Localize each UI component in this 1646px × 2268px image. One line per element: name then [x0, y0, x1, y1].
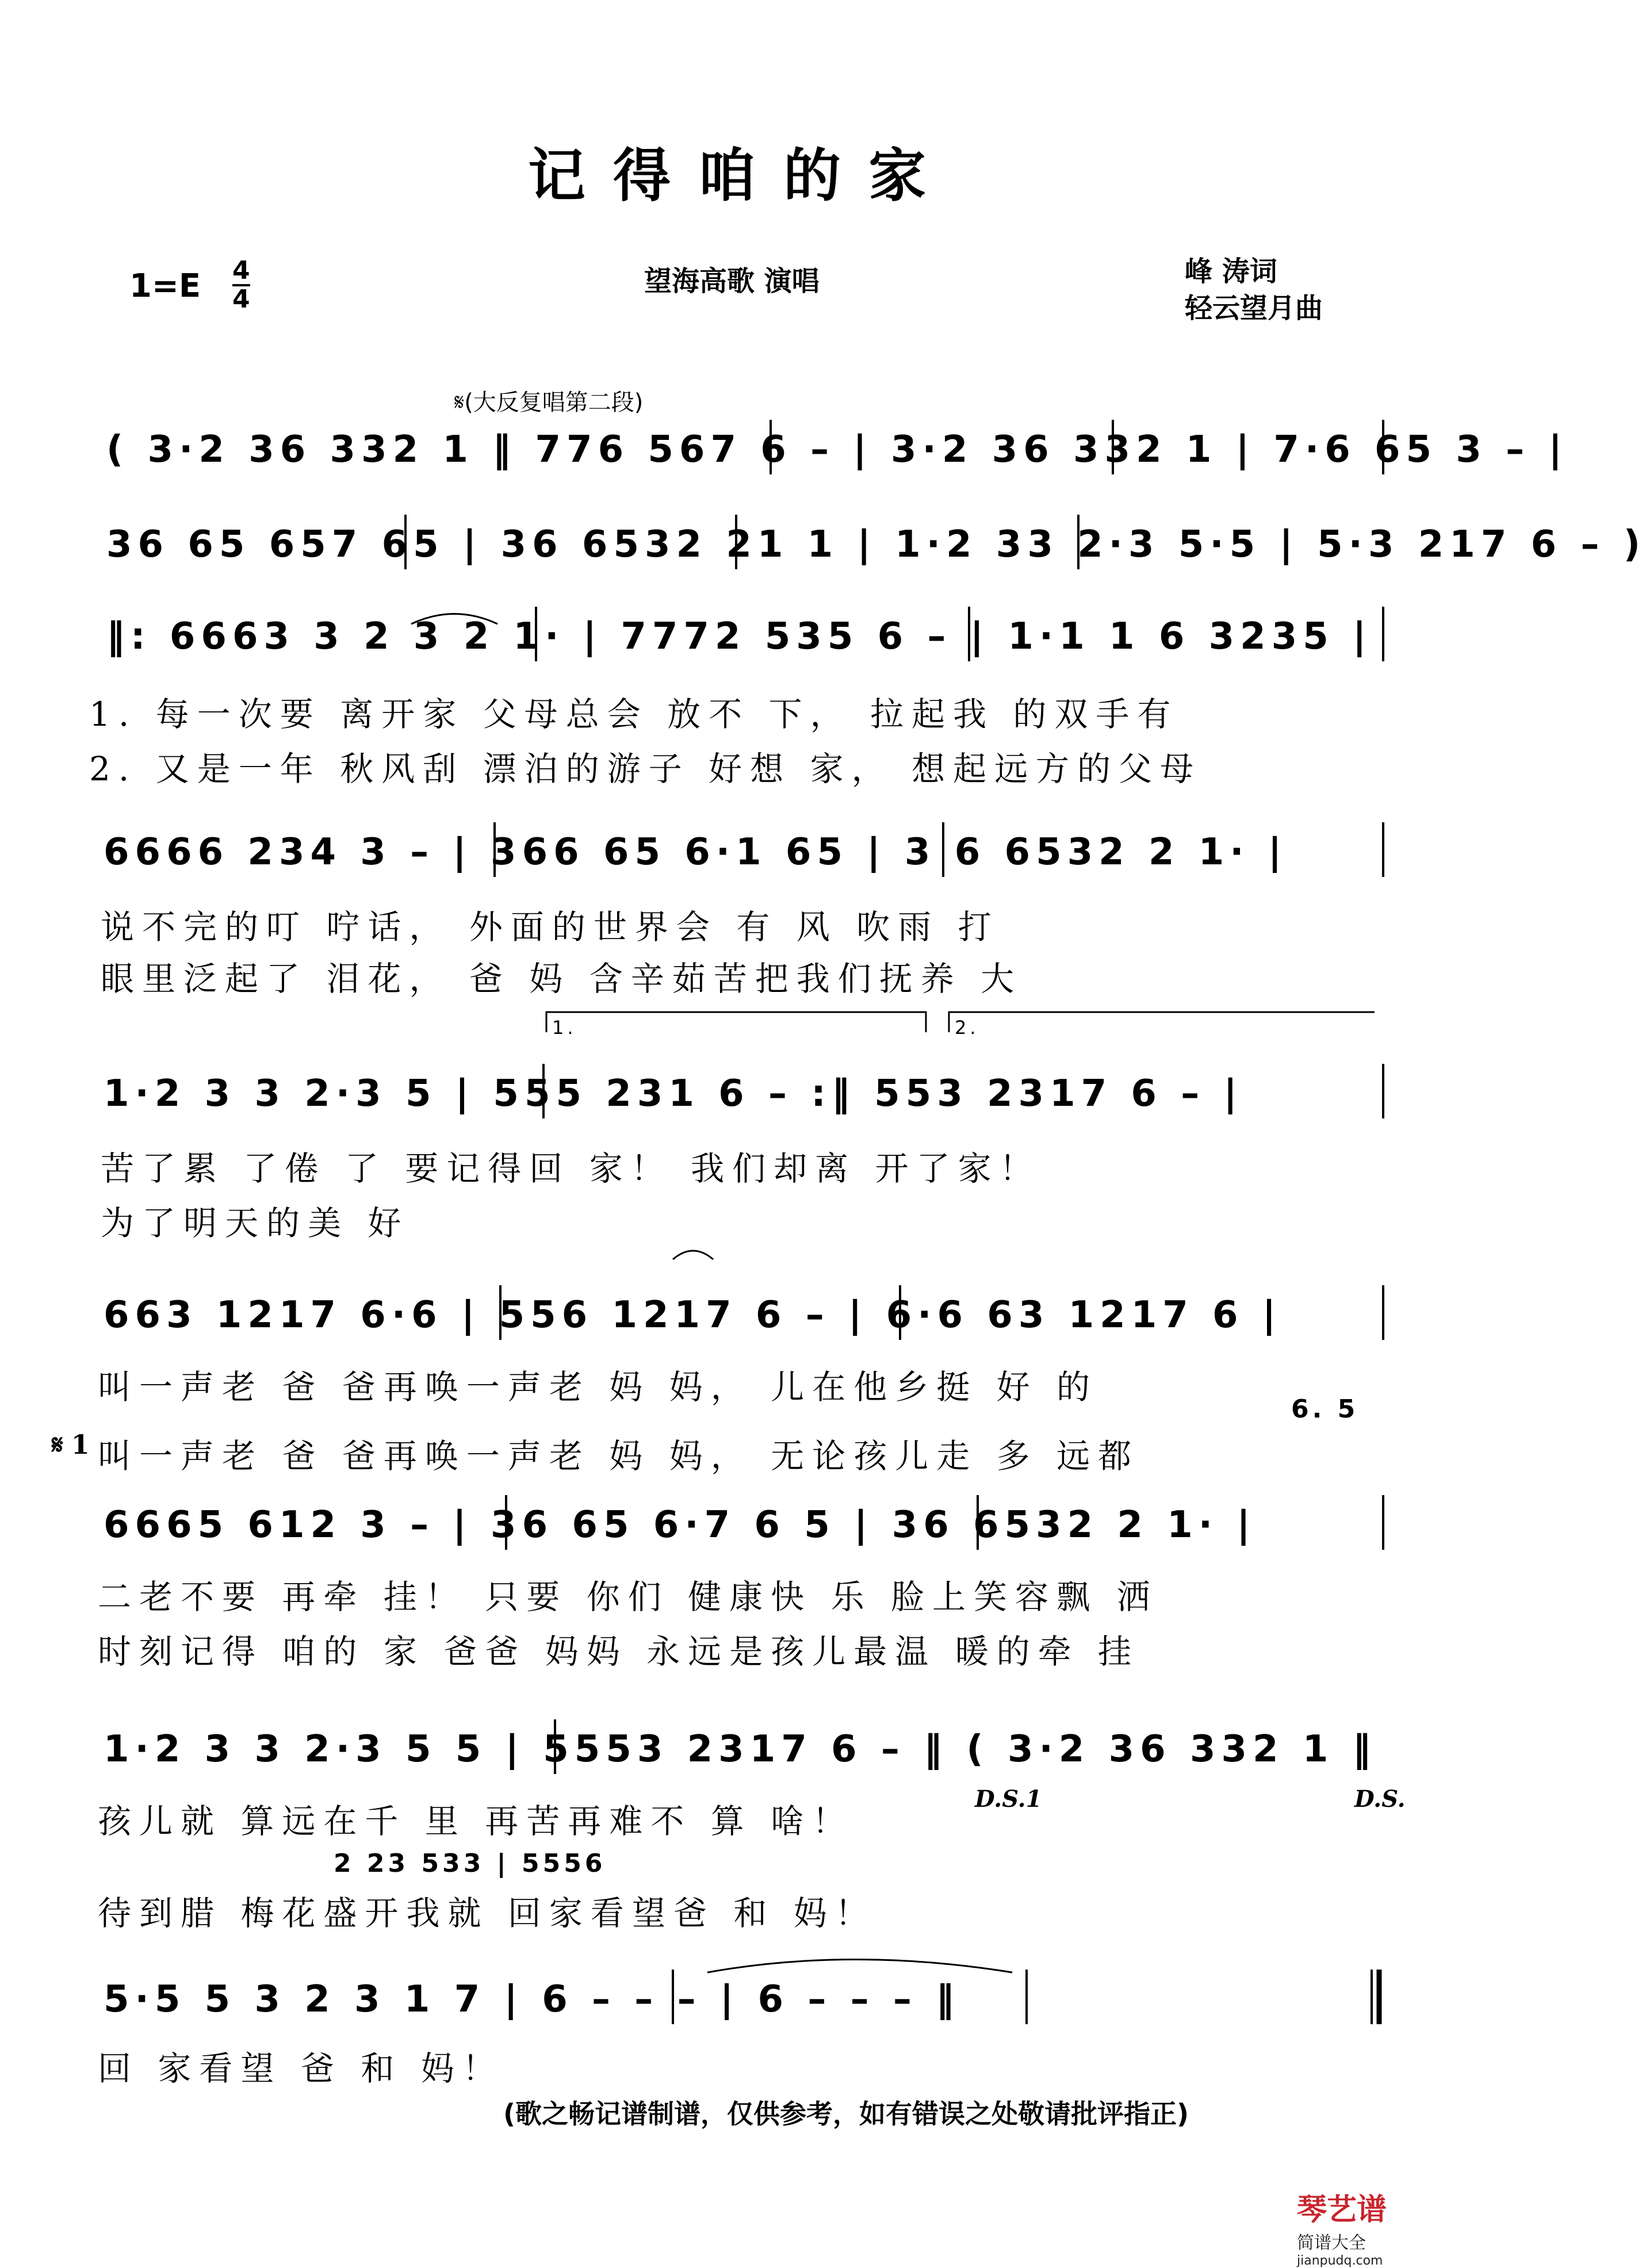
score-row-8-lyrics-verse-1: 孩儿就 算远在千 里 再苦再难不 算 啥！: [98, 1802, 854, 1841]
volta-2-bracket: [949, 1012, 1375, 1032]
lyricist-credit: 峰 涛词: [1185, 255, 1277, 288]
time-signature-top: 4: [232, 256, 250, 285]
score-row-7-lyrics-verse-2: 时刻记得 咱的 家 爸爸 妈妈 永远是孩儿最温 暖的牵 挂: [98, 1632, 1140, 1671]
time-signature-bottom: 4: [232, 285, 250, 314]
score-row-5-notes: 1·2 3 3 2·3 5 | 555 231 6 – :‖ 553 2317 6 – |: [104, 1072, 1243, 1115]
score-row-3-lyrics-verse-1: 1. 每一次要 离开家 父母总会 放不 下， 拉起我 的双手有: [89, 695, 1179, 734]
slur: [411, 614, 497, 625]
score-row-7-notes: 6665 612 3 – | 36 65 6·7 6 5 | 36 6532 2 1· |: [104, 1504, 1256, 1546]
dal-segno-mark: D.S.: [1354, 1786, 1406, 1813]
volta-brackets: [546, 1012, 1375, 1032]
watermark-brand: 琴艺谱: [1297, 2193, 1387, 2227]
slur: [673, 1251, 713, 1259]
tie: [707, 1960, 1012, 1973]
performer-credit: 望海高歌 演唱: [644, 265, 820, 297]
score-row-6-notes: 663 1217 6·6 | 556 1217 6 – | 6·6 63 1217 6 |: [104, 1294, 1282, 1336]
score-row-6-lyrics-verse-1: 叫一声老 爸 爸再唤一声老 妈 妈， 儿在他乡挺 好 的: [98, 1367, 1098, 1407]
alternate-notes: 6. 5: [1291, 1394, 1359, 1424]
score-row-9-notes: 5·5 5 3 2 3 1 7 | 6 – – – | 6 – – – ‖: [104, 1978, 960, 2021]
score-row-4-lyrics-verse-1: 说不完的叮 咛话， 外面的世界会 有 风 吹雨 打: [101, 907, 1000, 947]
score-row-8-alternate-notes: 2 23 533 | 5556: [334, 1849, 606, 1878]
score-row-5-lyrics-verse-1: 苦了累 了倦 了 要记得回 家！ 我们却离 开了家！: [101, 1149, 1041, 1188]
score-row-9-lyrics: 回 家看望 爸 和 妈！: [98, 2049, 504, 2088]
score-row-7-lyrics-verse-1: 二老不要 再牵 挂！ 只要 你们 健康快 乐 脸上笑容飘 洒: [98, 1577, 1158, 1616]
score-row-5-lyrics-verse-2: 为了明天的美 好: [101, 1204, 409, 1243]
watermark-subtitle: 简谱大全: [1297, 2233, 1366, 2253]
score-row-8-notes: 1·2 3 3 2·3 5 5 | 5553 2317 6 – ‖ ( 3·2 36 332 1 ‖: [104, 1728, 1377, 1771]
barlines: [405, 420, 1383, 2024]
dal-segno-note: 𝄋(大反复唱第二段): [454, 389, 644, 416]
page-title: 记得咱的家: [528, 141, 954, 209]
key-signature: 1=E: [129, 267, 201, 305]
score-row-1-notes: ( 3·2 36 332 1 ‖ 776 567 6 – | 3·2 36 332 1 | 7·6 65 3 – |: [106, 428, 1568, 471]
score-row-4-lyrics-verse-2: 眼里泛起了 泪花， 爸 妈 含辛茹苦把我们抚养 大: [101, 959, 1023, 998]
score-row-4-notes: 6666 234 3 – | 366 65 6·1 65 | 3 6 6532 2 1· |: [104, 831, 1288, 874]
volta-2-label: 2.: [955, 1017, 979, 1039]
volta-1-label: 1.: [552, 1017, 577, 1039]
volta-1-bracket: [546, 1012, 926, 1032]
score-row-2-notes: 36 65 657 65 | 36 6532 21 1 | 1·2 33 2·3 5·5 | 5·3 217 6 – ): [106, 523, 1646, 566]
watermark-url: jianpudq.com: [1297, 2254, 1383, 2268]
score-row-8-lyrics-verse-2: 待到腊 梅花盛开我就 回家看望爸 和 妈！: [98, 1894, 876, 1933]
dal-segno-1-mark: D.S.1: [975, 1786, 1042, 1813]
segno-1-marker: 𝄋1: [52, 1429, 98, 1460]
score-row-3-lyrics-verse-2: 2. 又是一年 秋风刮 漂泊的游子 好想 家， 想起远方的父母: [89, 749, 1201, 788]
footer-note: (歌之畅记谱制谱，仅供参考，如有错误之处敬请批评指正): [503, 2098, 1189, 2129]
composer-credit: 轻云望月曲: [1185, 292, 1323, 324]
score-row-6-lyrics-verse-2: 叫一声老 爸 爸再唤一声老 妈 妈， 无论孩儿走 多 远都: [98, 1436, 1140, 1476]
score-row-3-notes: ‖: 6663 3 2 3 2 1· | 7772 535 6 – | 1·1 1 6 3235 |: [106, 615, 1372, 658]
